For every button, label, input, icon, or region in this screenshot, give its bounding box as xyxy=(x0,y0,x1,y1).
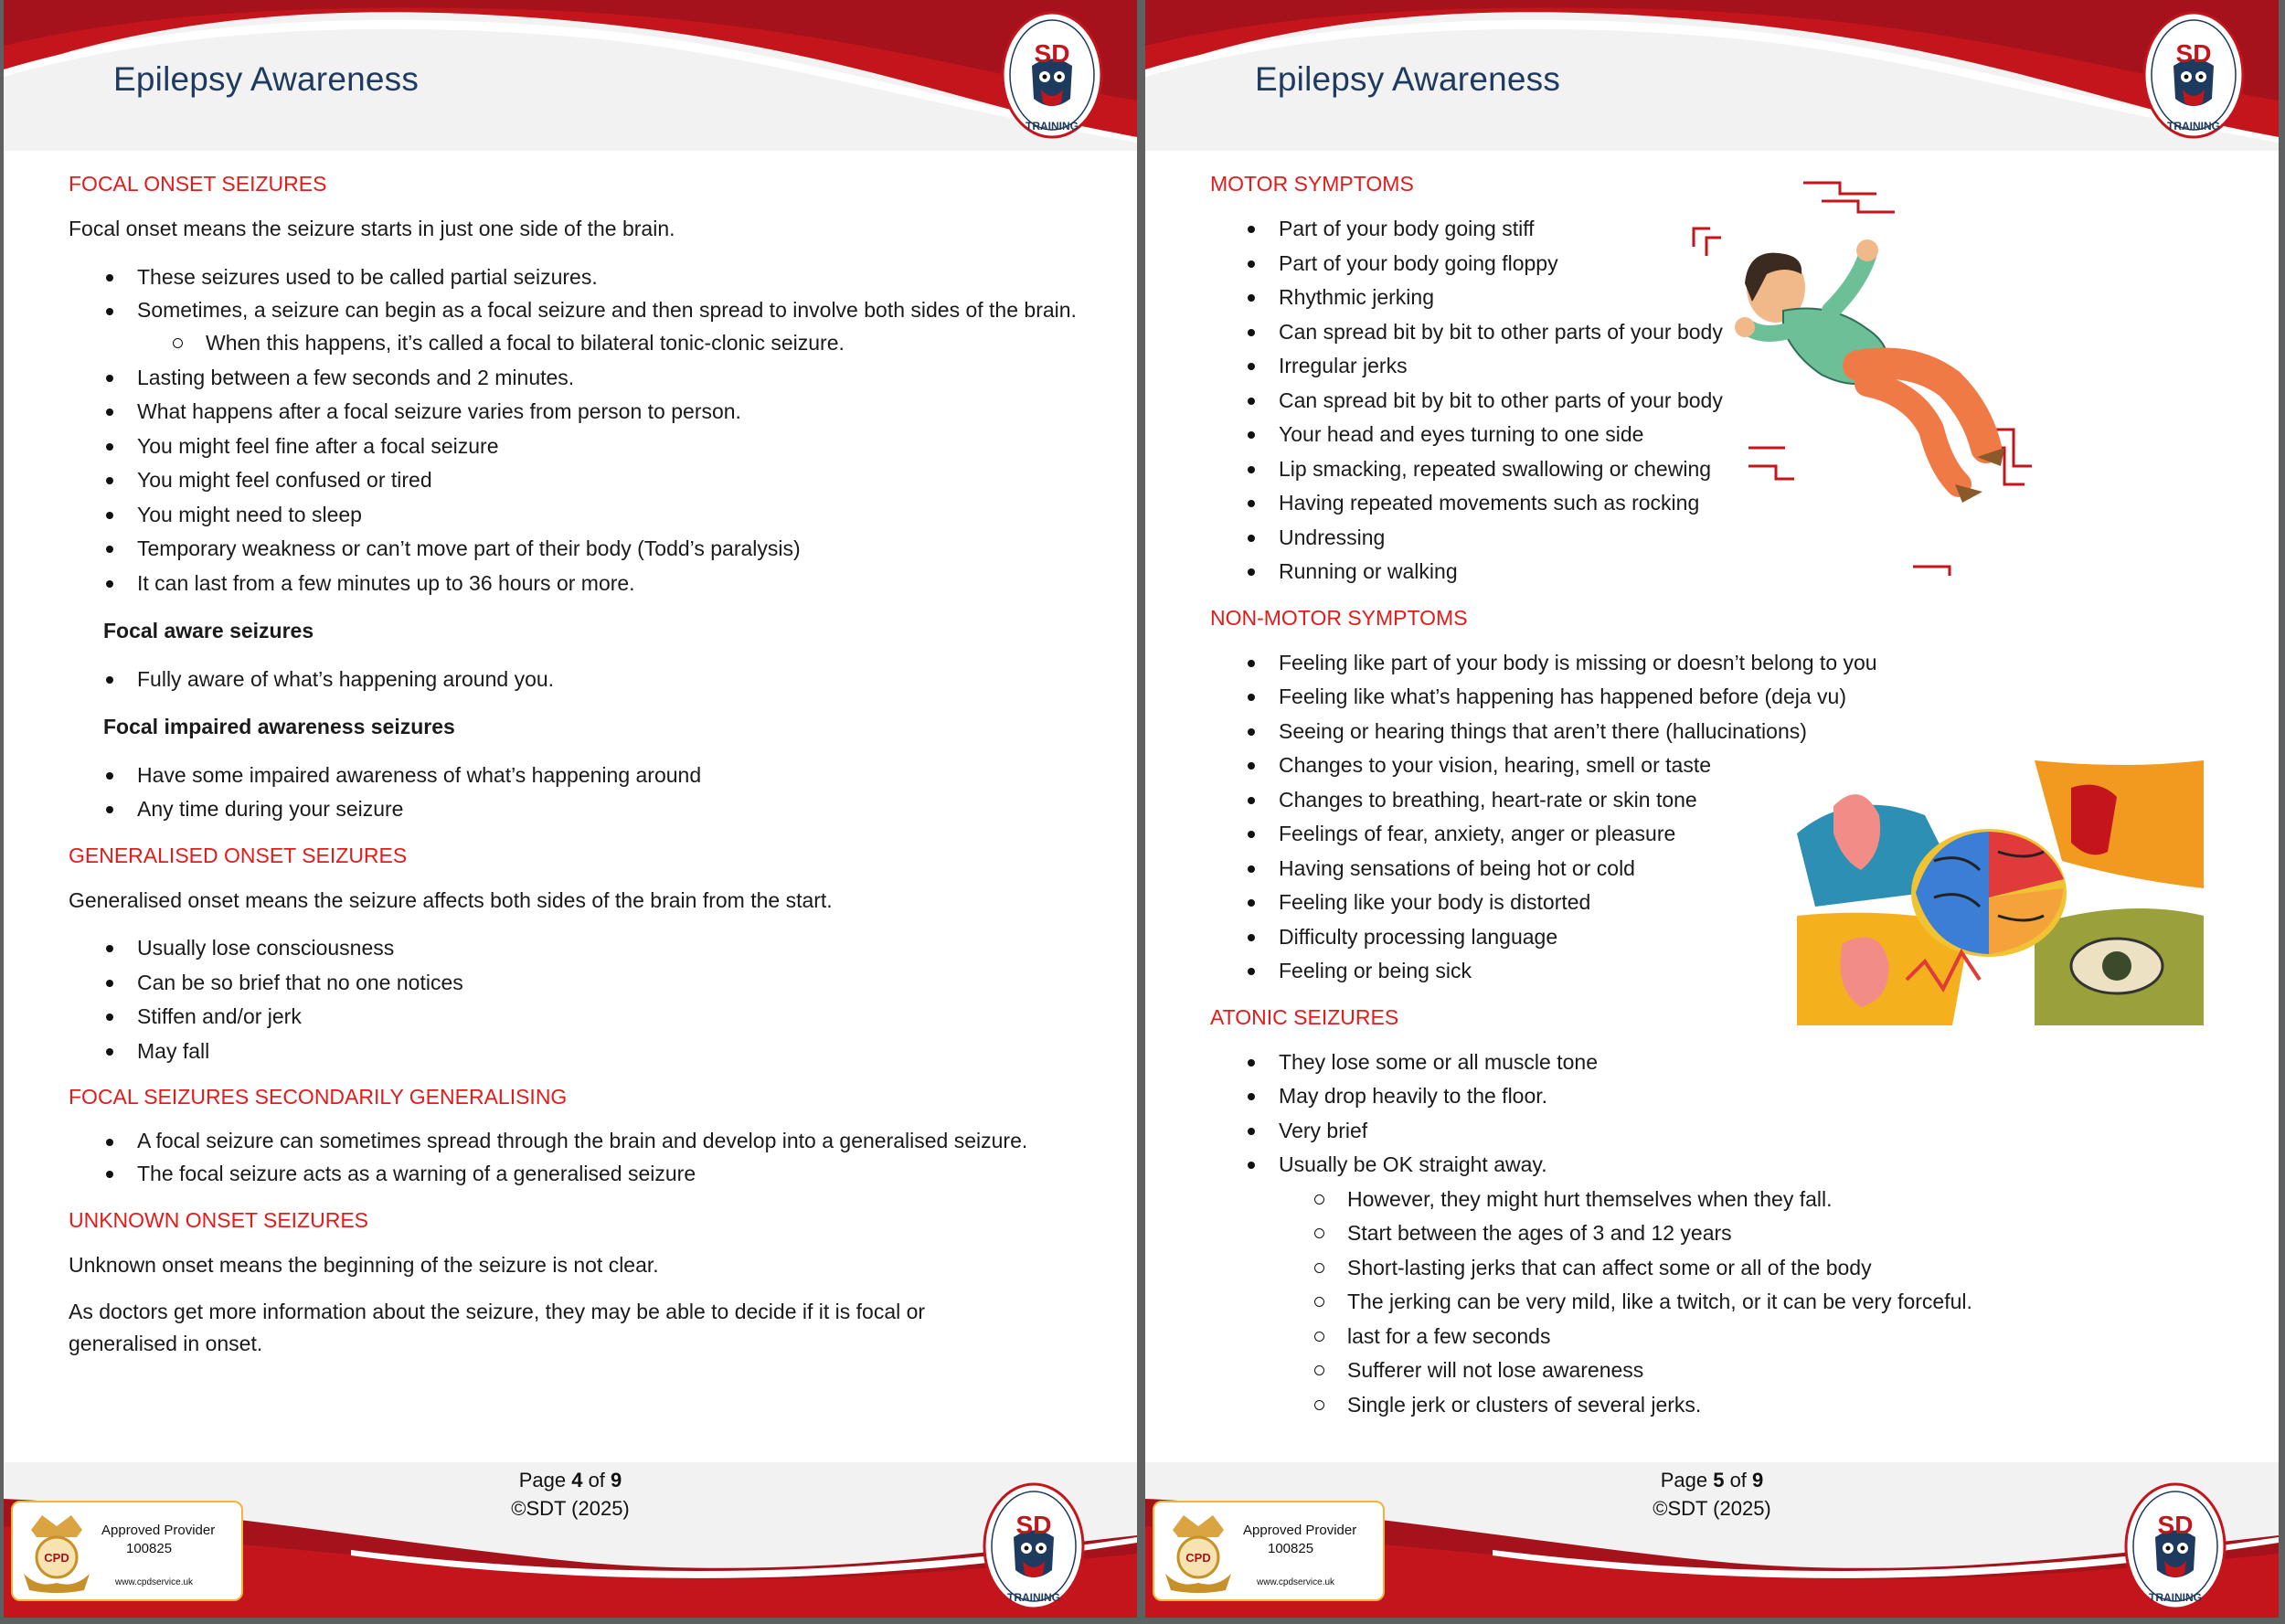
focal-onset-sublist xyxy=(69,326,1083,361)
list-item: Changes to your vision, hearing, smell or taste xyxy=(1279,748,2225,783)
page-footer xyxy=(4,1462,1137,1618)
cpd-line-1: Approved Provider xyxy=(101,1523,216,1538)
heading-focal-onset: FOCAL ONSET SEIZURES xyxy=(69,172,327,196)
list-item: May drop heavily to the floor. xyxy=(1279,1079,2225,1114)
list-item: Feeling like part of your body is missing or doesn’t belong to you xyxy=(1279,646,2225,681)
list-item: Difficulty processing language xyxy=(1279,920,2225,955)
sub-list-item: When this happens, it’s called a focal to bilateral tonic-clonic seizure. xyxy=(206,326,1083,361)
list-item: Feeling or being sick xyxy=(1279,954,2225,989)
list-item: You might feel fine after a focal seizure xyxy=(137,430,1083,464)
svg-text:TRAINING: TRAINING xyxy=(2149,1591,2202,1604)
cpd-approved-badge xyxy=(11,1501,243,1601)
list-item: Part of your body going stiff xyxy=(1279,212,2225,247)
page-of-label: of xyxy=(1724,1469,1753,1491)
page-5 xyxy=(1145,0,2279,1618)
list-item: Having sensations of being hot or cold xyxy=(1279,852,2225,886)
focal-impaired-list xyxy=(69,759,1083,827)
cpd-crest-icon xyxy=(1162,1510,1235,1594)
motor-symptoms-list xyxy=(1210,212,2225,589)
list-item: Running or walking xyxy=(1279,555,2225,589)
list-item: Seeing or hearing things that aren’t there (hallucinations) xyxy=(1279,715,2225,749)
list-item: You might need to sleep xyxy=(137,498,1083,533)
list-item: Fully aware of what’s happening around you. xyxy=(137,663,1083,697)
unknown-p2: As doctors get more information about the seizure, they may be able to decide if it is focal or generalised in onset. xyxy=(69,1300,926,1355)
list-item: Have some impaired awareness of what’s happening around xyxy=(137,759,1083,793)
subheading-focal-impaired: Focal impaired awareness seizures xyxy=(103,715,455,738)
heading-atonic-seizures: ATONIC SEIZURES xyxy=(1210,1004,1399,1029)
page-footer xyxy=(1145,1462,2279,1618)
svg-text:CPD: CPD xyxy=(1185,1551,1211,1565)
list-item: What happens after a focal seizure varies from person to person. xyxy=(137,395,1083,430)
cpd-line-1: Approved Provider xyxy=(1243,1523,1357,1538)
list-item: May fall xyxy=(137,1035,1083,1069)
focal-onset-intro: Focal onset means the seizure starts in just one side of the brain. xyxy=(69,217,675,240)
heading-secondary-generalising: FOCAL SEIZURES SECONDARILY GENERALISING xyxy=(69,1085,568,1109)
list-item: Can spread bit by bit to other parts of your body xyxy=(1279,315,2225,350)
cpd-line-2: 100825 xyxy=(1268,1541,1314,1556)
list-item: Usually be OK straight away. xyxy=(1279,1148,2225,1183)
sdt-training-logo-footer xyxy=(983,1482,1085,1610)
subheading-focal-aware: Focal aware seizures xyxy=(103,619,314,642)
sub-list-item: Sufferer will not lose awareness xyxy=(1347,1353,2225,1388)
svg-text:TRAINING: TRAINING xyxy=(2167,120,2220,133)
focal-onset-list xyxy=(69,260,1083,327)
sub-list-item: Start between the ages of 3 and 12 years xyxy=(1347,1216,2225,1251)
list-item: Stiffen and/or jerk xyxy=(137,1000,1083,1035)
list-item: Lip smacking, repeated swallowing or chewing xyxy=(1279,452,2225,487)
total-pages: 9 xyxy=(1752,1469,1764,1491)
sub-list-item: Single jerk or clusters of several jerks. xyxy=(1347,1388,2225,1423)
list-item: Very brief xyxy=(1279,1114,2225,1149)
list-item: A focal seizure can sometimes spread through the brain and develop into a generalised seizure. xyxy=(137,1125,1079,1157)
page-content xyxy=(69,169,1083,1374)
list-item: Sometimes, a seizure can begin as a focal seizure and then spread to involve both sides of the brain. xyxy=(137,294,1083,326)
sdt-training-logo-footer xyxy=(2124,1482,2227,1610)
list-item: Lasting between a few seconds and 2 minutes. xyxy=(137,361,1083,396)
sub-list-item: Short-lasting jerks that can affect some or all of the body xyxy=(1347,1251,2225,1286)
list-item: Having repeated movements such as rocking xyxy=(1279,486,2225,521)
list-item: These seizures used to be called partial seizures. xyxy=(137,260,1083,295)
list-item: It can last from a few minutes up to 36 hours or more. xyxy=(137,567,1083,601)
page-of-label: of xyxy=(582,1469,611,1491)
generalised-intro: Generalised onset means the seizure affects both sides of the brain from the start. xyxy=(69,887,833,912)
list-item: Part of your body going floppy xyxy=(1279,247,2225,281)
list-item: The focal seizure acts as a warning of a generalised seizure xyxy=(137,1157,1079,1192)
page-label: Page xyxy=(1660,1469,1714,1491)
svg-text:SD: SD xyxy=(1034,39,1070,68)
svg-text:SD: SD xyxy=(1015,1511,1052,1539)
secondary-list xyxy=(69,1125,1079,1192)
current-page-number: 4 xyxy=(571,1469,583,1491)
focal-aware-list xyxy=(69,663,1083,697)
cpd-approved-badge xyxy=(1153,1501,1385,1601)
heading-motor-symptoms: MOTOR SYMPTOMS xyxy=(1210,172,1414,196)
svg-text:CPD: CPD xyxy=(44,1551,69,1565)
list-item: Rhythmic jerking xyxy=(1279,281,2225,315)
sub-list-item: The jerking can be very mild, like a twitch, or it can be very forceful. xyxy=(1347,1285,2225,1320)
list-item: Temporary weakness or can’t move part of their body (Todd’s paralysis) xyxy=(137,532,1083,567)
total-pages: 9 xyxy=(611,1469,622,1491)
focal-onset-list-continued xyxy=(69,361,1083,601)
page-header xyxy=(1145,0,2279,151)
atonic-sublist xyxy=(1210,1183,2225,1423)
heading-generalised-onset: GENERALISED ONSET SEIZURES xyxy=(69,843,408,867)
list-item: Irregular jerks xyxy=(1279,349,2225,384)
generalised-list xyxy=(69,931,1083,1068)
svg-text:SD: SD xyxy=(2175,39,2212,68)
page-content xyxy=(1210,169,2225,1422)
current-page-number: 5 xyxy=(1713,1469,1725,1491)
unknown-p1: Unknown onset means the beginning of the seizure is not clear. xyxy=(69,1252,659,1277)
heading-unknown-onset: UNKNOWN ONSET SEIZURES xyxy=(69,1207,368,1232)
list-item: Can be so brief that no one notices xyxy=(137,966,1083,1001)
list-item: Feeling like your body is distorted xyxy=(1279,886,2225,920)
list-item: Your head and eyes turning to one side xyxy=(1279,418,2225,452)
atonic-list xyxy=(1210,1046,2225,1183)
svg-text:TRAINING: TRAINING xyxy=(1026,120,1079,133)
list-item: Can spread bit by bit to other parts of your body xyxy=(1279,384,2225,419)
page-4 xyxy=(4,0,1137,1618)
svg-text:TRAINING: TRAINING xyxy=(1007,1591,1060,1604)
svg-text:SD: SD xyxy=(2157,1511,2194,1539)
cpd-website: www.cpdservice.uk xyxy=(115,1577,194,1587)
sdt-training-logo xyxy=(1001,11,1103,139)
cpd-website: www.cpdservice.uk xyxy=(1257,1577,1335,1587)
sub-list-item: last for a few seconds xyxy=(1347,1320,2225,1354)
list-item: Usually lose consciousness xyxy=(137,931,1083,966)
document-title: Epilepsy Awareness xyxy=(1255,60,1561,98)
list-item: Feelings of fear, anxiety, anger or pleasure xyxy=(1279,817,2225,852)
document-title: Epilepsy Awareness xyxy=(113,60,420,98)
sub-list-item: However, they might hurt themselves when they fall. xyxy=(1347,1183,2225,1217)
page-label: Page xyxy=(518,1469,572,1491)
list-item: They lose some or all muscle tone xyxy=(1279,1046,2225,1080)
heading-non-motor-symptoms: NON-MOTOR SYMPTOMS xyxy=(1210,605,1468,630)
list-item: Undressing xyxy=(1279,521,2225,556)
list-item: Changes to breathing, heart-rate or skin tone xyxy=(1279,783,2225,818)
copyright: ©SDT (2025) xyxy=(1653,1497,1771,1520)
cpd-line-2: 100825 xyxy=(126,1541,173,1556)
page-header xyxy=(4,0,1137,151)
list-item: Feeling like what’s happening has happened before (deja vu) xyxy=(1279,680,2225,715)
cpd-crest-icon xyxy=(20,1510,93,1594)
copyright: ©SDT (2025) xyxy=(511,1497,630,1520)
non-motor-symptoms-list xyxy=(1210,646,2225,989)
list-item: You might feel confused or tired xyxy=(137,463,1083,498)
sdt-training-logo xyxy=(2142,11,2245,139)
list-item: Any time during your seizure xyxy=(137,792,1083,827)
